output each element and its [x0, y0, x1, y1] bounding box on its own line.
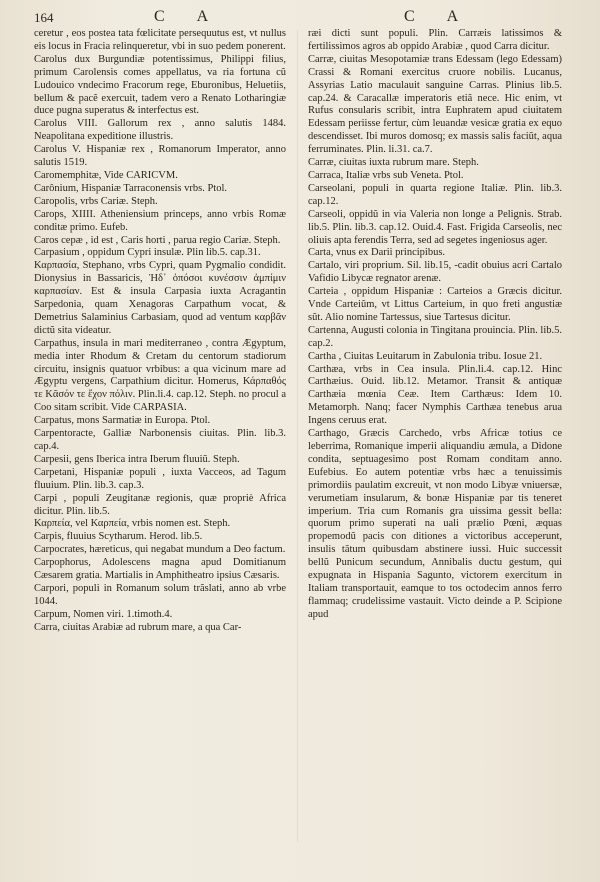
dictionary-entry: Carseolani, populi in quarta regione Italiæ. Plin. lib.3. cap.12. [308, 182, 562, 207]
column-gutter [297, 30, 298, 842]
dictionary-entry: Carônium, Hispaniæ Tarraconensis vrbs. Ptol. [34, 182, 228, 194]
running-head-right: CA [404, 8, 491, 25]
dictionary-entry: Carthago, Græcis Carchedo, vrbs Africæ totius ce leberrima, Romanique imperii aliquandiu æmula, a Didone condita, septuagesimo post Romam conditam anno. Eufebius. Eo autem potentiæ vrbs hæc a tenuissimis primordiis paulatim excreuit, vt non modo Libyæ vniuersæ, verumetiam insularum, & bonæ Hispaniæ par tis teneret imperium. Tria cum Romanis gra uissima gessit bella: quorum primo superati na uali prælio Pœni, æquas propemodũ pacis con ditiones a victoribus acceperunt, insulis tãtum quibusdam abstinere iussi. Huic successit bellũ Punicum secundum, Annibalis ductu gestum, qui expugnata in Hispania Sagunto, victorem exercitum in Italiam transportauit, eamque to tos octodecim annos ferro flammaq; crudelissime vastauit. Victo deinde a P. Scipione apud [308, 428, 562, 620]
right-column [308, 28, 562, 622]
dictionary-entry: Carpesii, gens Iberica intra Iberum fluuiũ. Steph. [34, 453, 240, 465]
dictionary-entry: Carteia , oppidum Hispaniæ : Carteios a Græcis dicitur. Vnde Carteiũm, vt Littus Carteium, in quo freti angustiæ sũt. Alio nomine Tartessus, siue Tartesus dicitur. [308, 286, 562, 323]
dictionary-entry: ræi dicti sunt populi. Plin. Carræis latissimos & fertilissimos agros ab oppido Arabiæ , quod Carra dicitur. [308, 28, 562, 52]
running-head-left: CA [154, 8, 241, 25]
dictionary-entry: Carpophorus, Adolescens magna apud Domitianum Cæsarem gratia. Martialis in Amphitheatro ipsius Cæsaris. [34, 557, 286, 582]
dictionary-entry: Carraca, Italiæ vrbs sub Veneta. Ptol. [308, 169, 464, 181]
dictionary-entry: Carra, ciuitas Arabiæ ad rubrum mare, a qua Car- [34, 621, 242, 633]
dictionary-entry: Carræ, ciuitas iuxta rubrum mare. Steph. [308, 157, 479, 169]
dictionary-entry: Cartenna, Augusti colonia in Tingitana prouincia. Plin. lib.5. cap.2. [308, 324, 562, 349]
dictionary-entry: Cartha , Ciuitas Leuitarum in Zabulonia tribu. Iosue 21. [308, 350, 543, 362]
dictionary-entry: Carops, XIIII. Atheniensium princeps, anno vrbis Romæ conditæ primo. Eufeb. [34, 208, 286, 233]
dictionary-entry: Carseoli, oppidũ in via Valeria non longe a Pelignis. Strab. lib.5. Plin. lib.3. cap.12. Ouid.4. Fast. Frigida Carseolis, nec oliuis apta ferendis Terra, sed ad segetes ingeniosus ager. [308, 208, 562, 246]
page-number: 164 [34, 10, 54, 25]
dictionary-entry: Carpis, fluuius Scytharum. Herod. lib.5. [34, 531, 203, 543]
dictionary-entry: Caropolis, vrbs Cariæ. Steph. [34, 195, 158, 207]
dictionary-entry: Cartalo, viri proprium. Sil. lib.15, -cadit obuius acri Cartalo Vafidio Libycæ regnator arenæ. [308, 260, 562, 285]
left-column [34, 28, 286, 635]
dictionary-entry: Carpetani, Hispaniæ populi , iuxta Vacceos, ad Tagum fluuium. Plin. lib.3. cap.3. [34, 466, 286, 491]
dictionary-entry: Carpori, populi in Romanum solum trãslati, anno ab vrbe 1044. [34, 582, 286, 607]
dictionary-entry: Carolus VIII. Gallorum rex , anno salutis 1484. Neapolitana expeditione illustris. [34, 118, 286, 143]
dictionary-entry: Carpatus, mons Sarmatiæ in Europa. Ptol. [34, 415, 211, 427]
dictionary-entry: Carta, vnus ex Darii principibus. [308, 247, 446, 259]
dictionary-entry: Καρπασία, Stephano, vrbs Cypri, quam Pygmalio condidit. Dionysius in Bassaricis, Ἠδ᾽ ὁπόσοι κυνέσσιν ἀμπίμιν καρπασίαν. Est & insula Carpasia iuxta Acragantin Sarpedonia, quam Xenagoras Carpathum vocat, & Demetrius Salaminius Carbasiam, quod ad ventum καρβᾶν dictũ sita videatur. [34, 260, 286, 336]
dictionary-entry: Caromemphitæ, Vide CARICVM. [34, 169, 178, 181]
dictionary-entry: Carpi , populi Zeugitanæ regionis, quæ propriè Africa dicitur. Plin. lib.5. [34, 492, 286, 517]
dictionary-entry: Carpasium , oppidum Cypri insulæ. Plin lib.5. cap.31. [34, 247, 261, 259]
dictionary-entry: Καρπεία, vel Καρπεία, vrbis nomen est. Steph. [34, 518, 231, 530]
dictionary-entry: Carolus dux Burgundiæ potentissimus, Philippi filius, primum Carolensis comes appellatus, va ria fortuna cũ Ludouico vndecimo Fracorum rege, Eburonibus, Heluetiis, bellum & pacẽ exercuit, tadem vero a Renato Lotharingiæ duce pugna superatus & interfectus est. [34, 53, 286, 117]
dictionary-entry: ceretur , eos postea tata fœlicitate persequutus est, vt nullus eis locus in Fracia relinqueretur, vbi in suo pedem ponerent. [34, 28, 286, 52]
dictionary-entry: Carpentoracte, Galliæ Narbonensis ciuitas. Plin. lib.3. cap.4. [34, 428, 286, 452]
dictionary-entry: Carræ, ciuitas Mesopotamiæ trans Edessam (lego Edessam) Crassi & Romani exercitus cruore nobilis. Lucanus, Assyrias Latio maculauit sanguine Carras. Plinius lib.5. cap.24. & Caracallæ imperatoris etiã nece. Hic enim, vt Rufus consularis scribit, intra Euphratem apud ciuitatem Edessam periisse fertur, cùm leuandæ vesicæ gratia ex equo descendisset. Ibi muros domosq; ex massis salis faciũt, aqua ferruminates. Plin. li.31. ca.7. [308, 53, 562, 156]
dictionary-entry: Carolus V. Hispaniæ rex , Romanorum Imperator, anno salutis 1519. [34, 144, 286, 169]
dictionary-entry: Carthæa, vrbs in Cea insula. Plin.li.4. cap.12. Hinc Carthæius. Ouid. lib.12. Metamor. Transit & antiquæ Carthæia mœnia Ceæ. Item Carthæus: Idem 10. Metamorph. Nanq; facer Nymphis Carthæa tenebus arua Ingens ceruus erat. [308, 363, 562, 427]
dictionary-entry: Caros cepæ , id est , Caris horti , parua regio Cariæ. Steph. [34, 234, 281, 246]
dictionary-entry: Carpathus, insula in mari mediterraneo , contra Ægyptum, media inter Rhodum & Cretam du centorum stadiorum circuitu, insignis quatuor vrbibus: a qua vicinum mare ad Ægyptu vergens, Carpathium dicitur. Homerus, Κάρπαθός τε Κᾶσόν τε ἔχον πόλιν. Plin.li.4. cap.12. Steph. no procul a Coo sitam scribit. Vide CARPASIA. [34, 337, 286, 414]
page-header [34, 6, 570, 30]
dictionary-entry: Carpocrates, hæreticus, qui negabat mundum a Deo factum. [34, 544, 286, 556]
dictionary-entry: Carpum, Nomen viri. 1.timoth.4. [34, 608, 173, 620]
